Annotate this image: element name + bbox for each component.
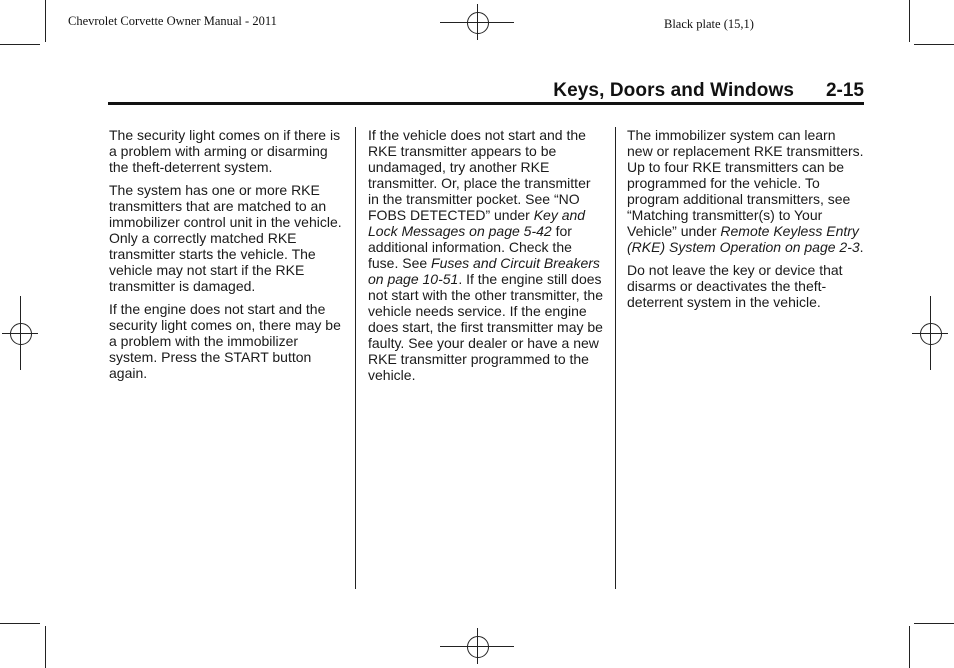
registration-mark-top-icon <box>440 4 514 40</box>
text-run: The immobilizer system can learn new or replacement RKE transmitters. Up to four RKE transmitters can be programmed for the vehicle. To program additional transmitters, see “Matching transmitter(s) to Your Vehicle” under <box>627 127 864 239</box>
crop-mark-bottom-left-h <box>0 623 40 624</box>
plate-meta: Black plate (15,1) <box>664 17 754 31</box>
paragraph: The security light comes on if there is a problem with arming or disarming the theft-deterrent system. <box>109 127 341 175</box>
paragraph: Do not leave the key or device that disarms or deactivates the theft-deterrent system in the vehicle. <box>627 262 843 310</box>
registration-mark-left-icon <box>2 296 38 370</box>
column-2 <box>368 127 604 390</box>
paragraph: The system has one or more RKE transmitters that are matched to an immobilizer control unit in the vehicle. Only a correctly matched RKE transmitter starts the vehicle. The vehicle may not start if the RKE transmitter is damaged. <box>109 182 342 294</box>
text-run: for additional information. Check the fuse. See <box>368 223 572 271</box>
column-divider <box>615 127 616 589</box>
registration-mark-right-icon <box>912 296 948 370</box>
crop-mark-top-right-v <box>909 0 910 42</box>
paragraph: If the engine does not start and the security light comes on, there may be a problem with the immobilizer system. Press the START button again. <box>109 301 341 381</box>
page-number: 2-15 <box>825 80 864 101</box>
column-1 <box>109 127 345 388</box>
manual-title-meta: Chevrolet Corvette Owner Manual - 2011 <box>68 14 277 28</box>
crop-mark-top-right-h <box>914 44 954 45</box>
cross-reference-link[interactable]: Key and Lock Messages on page 5‑42 <box>368 207 586 239</box>
column-divider <box>355 127 356 589</box>
text-run: . If the engine still does not start with the other transmitter, the vehicle needs service. If the engine does start, the first transmitter may be faulty. See your dealer or have a new RKE transmitter programmed to the vehicle. <box>368 271 603 383</box>
crop-mark-bottom-left-v <box>45 626 46 668</box>
paragraph <box>368 127 604 383</box>
registration-mark-bottom-icon <box>440 628 514 664</box>
crop-mark-bottom-right-h <box>914 623 954 624</box>
paragraph <box>627 127 865 255</box>
crop-mark-bottom-right-v <box>909 626 910 668</box>
cross-reference-link[interactable]: Remote Keyless Entry (RKE) System Operation on page 2‑3 <box>627 223 860 255</box>
column-3 <box>627 127 865 317</box>
section-title: Keys, Doors and Windows <box>553 80 794 101</box>
header-rule <box>108 102 864 105</box>
crop-mark-top-left-v <box>45 0 46 42</box>
text-run: . <box>859 239 864 255</box>
cross-reference-link[interactable]: Fuses and Circuit Breakers on page 10‑51 <box>368 255 600 287</box>
crop-mark-top-left-h <box>0 44 40 45</box>
text-run: If the vehicle does not start and the RKE transmitter appears to be undamaged, try another RKE transmitter. Or, place the transmitter in the transmitter pocket. See “NO FOBS DETECTED” under <box>368 127 591 223</box>
